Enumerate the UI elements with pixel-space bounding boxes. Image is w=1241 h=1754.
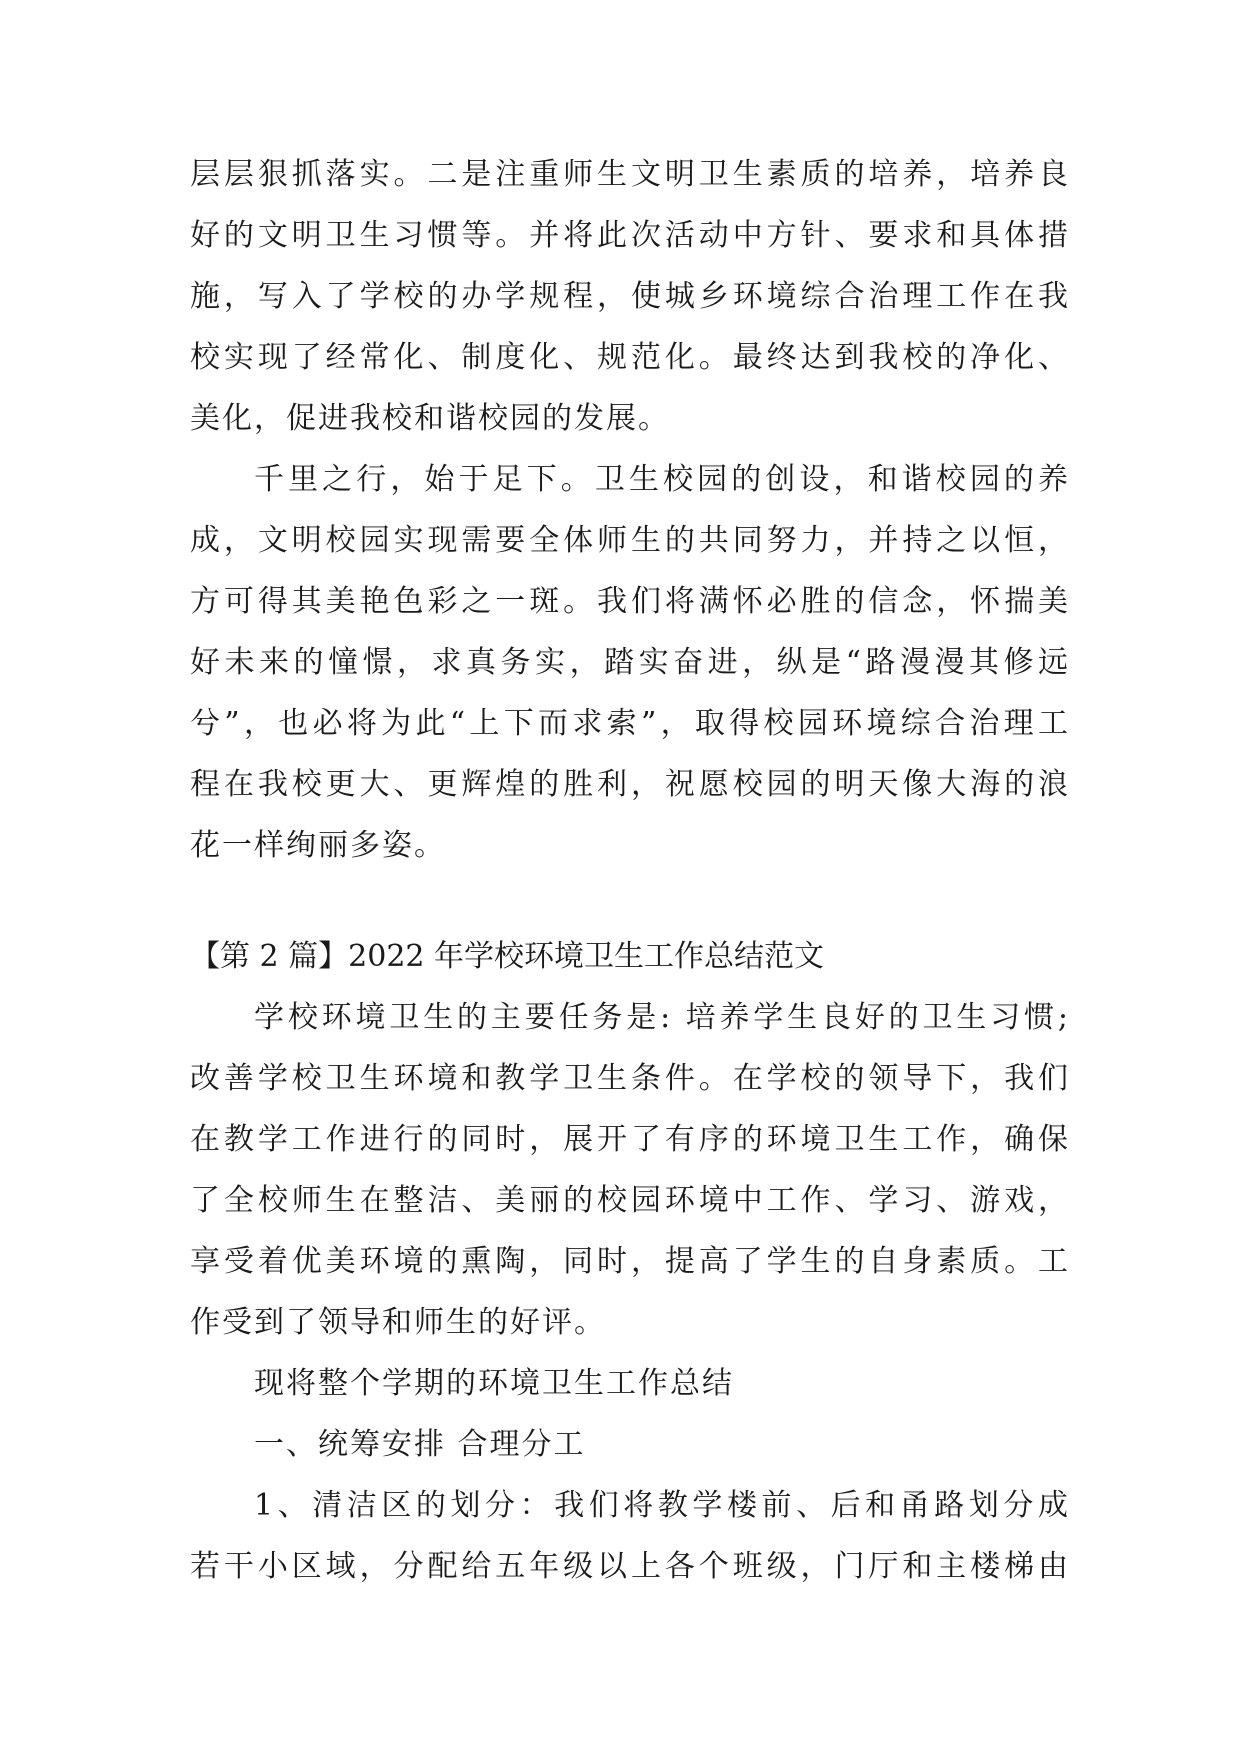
subheading: 一、统筹安排 合理分工 <box>254 1427 586 1462</box>
text-line: 若干小区域，分配给五年级以上各个班级，门厅和主楼梯由 <box>190 1549 1070 1584</box>
text-line: 现将整个学期的环境卫生工作总结 <box>254 1366 734 1401</box>
text-line: 1、清洁区的划分：我们将教学楼前、后和甬路划分成 <box>254 1488 1070 1523</box>
text-line: 美化，促进我校和谐校园的发展。 <box>190 401 670 436</box>
text-line: 方可得其美艳色彩之一斑。我们将满怀必胜的信念，怀揣美 <box>190 584 1070 619</box>
section-heading: 【第 2 篇】2022 年学校环境卫生工作总结范文 <box>190 939 825 974</box>
text-line: 在教学工作进行的同时，展开了有序的环境卫生工作，确保 <box>190 1122 1070 1157</box>
text-line: 学校环境卫生的主要任务是: 培养学生良好的卫生习惯; <box>254 1000 1070 1035</box>
text-line: 了全校师生在整洁、美丽的校园环境中工作、学习、游戏， <box>190 1183 1070 1218</box>
text-line: 好未来的憧憬，求真务实，踏实奋进，纵是“路漫漫其修远 <box>190 645 1070 680</box>
text-line: 校实现了经常化、制度化、规范化。最终达到我校的净化、 <box>190 340 1070 375</box>
text-line: 享受着优美环境的熏陶，同时，提高了学生的自身素质。工 <box>190 1244 1070 1279</box>
text-line: 好的文明卫生习惯等。并将此次活动中方针、要求和具体措 <box>190 218 1070 253</box>
text-line: 兮”，也必将为此“上下而求索”，取得校园环境综合治理工 <box>190 706 1070 741</box>
text-line: 成，文明校园实现需要全体师生的共同努力，并持之以恒， <box>190 523 1070 558</box>
text-line: 层层狠抓落实。二是注重师生文明卫生素质的培养，培养良 <box>190 157 1070 192</box>
text-line: 改善学校卫生环境和教学卫生条件。在学校的领导下，我们 <box>190 1061 1070 1096</box>
text-line: 施，写入了学校的办学规程，使城乡环境综合治理工作在我 <box>190 279 1070 314</box>
text-line: 作受到了领导和师生的好评。 <box>190 1305 606 1340</box>
text-line: 程在我校更大、更辉煌的胜利，祝愿校园的明天像大海的浪 <box>190 767 1070 802</box>
text-line: 千里之行，始于足下。卫生校园的创设，和谐校园的养 <box>254 462 1070 497</box>
text-line: 花一样绚丽多姿。 <box>190 828 446 863</box>
